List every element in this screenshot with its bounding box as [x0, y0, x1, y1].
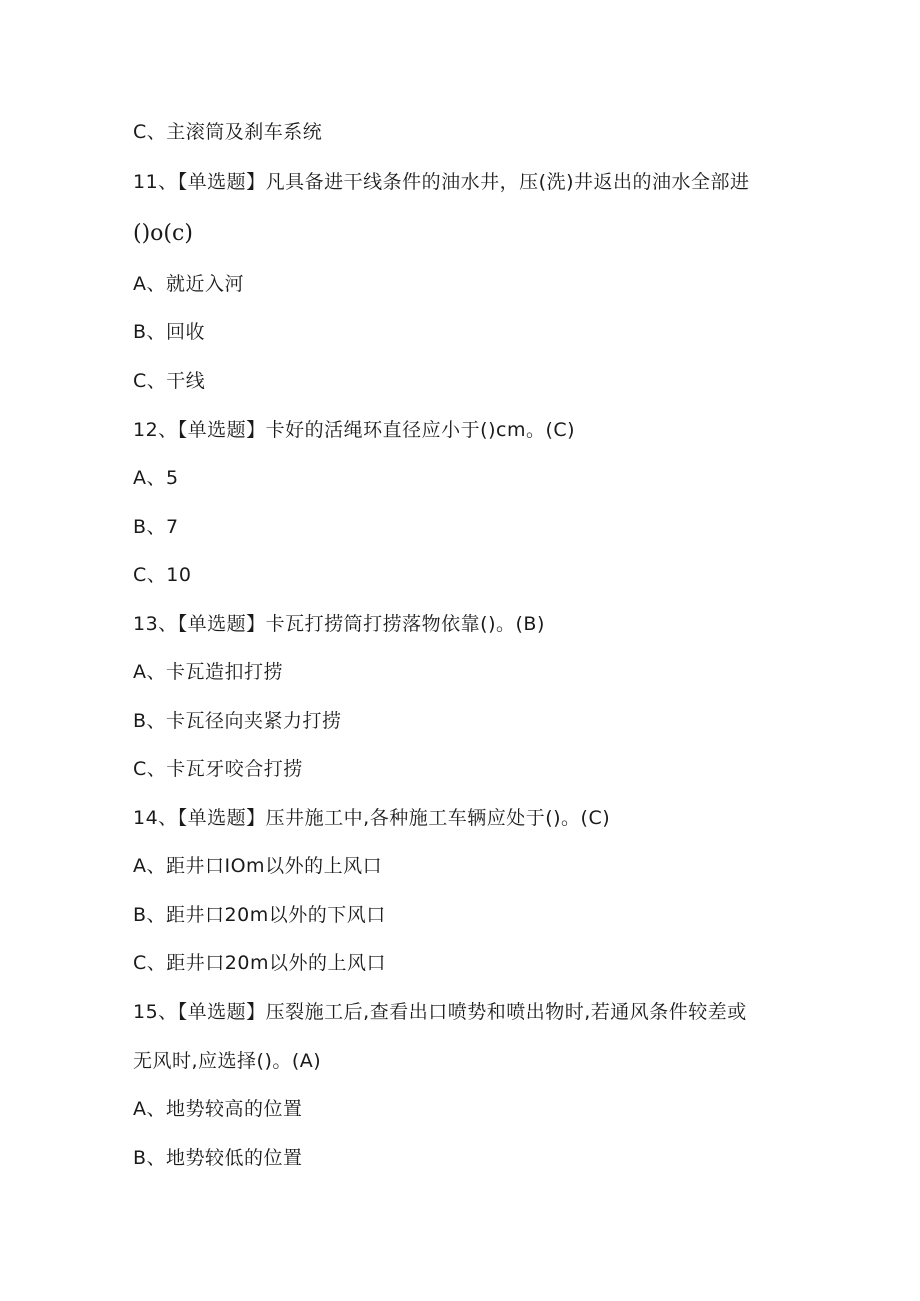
question-11-continuation: ()o(c) — [133, 221, 193, 246]
option-14-a: A、距井口IOm以外的上风口 — [133, 855, 383, 877]
option-12-a: A、5 — [133, 467, 179, 489]
question-15-continuation: 无风时,应选择()。(A) — [133, 1050, 322, 1072]
option-15-a: A、地势较高的位置 — [133, 1098, 303, 1120]
question-12: 12、【单选题】卡好的活绳环直径应小于()cm。(C) — [133, 419, 576, 441]
question-15: 15、【单选题】压裂施工后,查看出口喷势和喷出物时,若通风条件较差或 — [133, 1001, 747, 1023]
question-13: 13、【单选题】卡瓦打捞筒打捞落物依靠()。(B) — [133, 613, 545, 635]
option-11-a: A、就近入河 — [133, 273, 244, 295]
option-14-c: C、距井口20m以外的上风口 — [133, 952, 386, 974]
question-11: 11、【单选题】凡具备进干线条件的油水井，压(洗)井返出的油水全部进 — [133, 171, 750, 193]
option-12-b: B、7 — [133, 516, 179, 538]
option-13-b: B、卡瓦径向夹紧力打捞 — [133, 710, 342, 732]
option-13-a: A、卡瓦造扣打捞 — [133, 661, 283, 683]
option-11-c: C、干线 — [133, 370, 206, 392]
option-13-c: C、卡瓦牙咬合打捞 — [133, 758, 303, 780]
option-15-b: B、地势较低的位置 — [133, 1147, 303, 1169]
question-14: 14、【单选题】压井施工中,各种施工车辆应处于()。(C) — [133, 807, 611, 829]
option-14-b: B、距井口20m以外的下风口 — [133, 904, 386, 926]
option-12-c: C、10 — [133, 564, 192, 586]
option-11-b: B、回收 — [133, 321, 206, 343]
option-10-c: C、主滚筒及刹车系统 — [133, 121, 323, 143]
